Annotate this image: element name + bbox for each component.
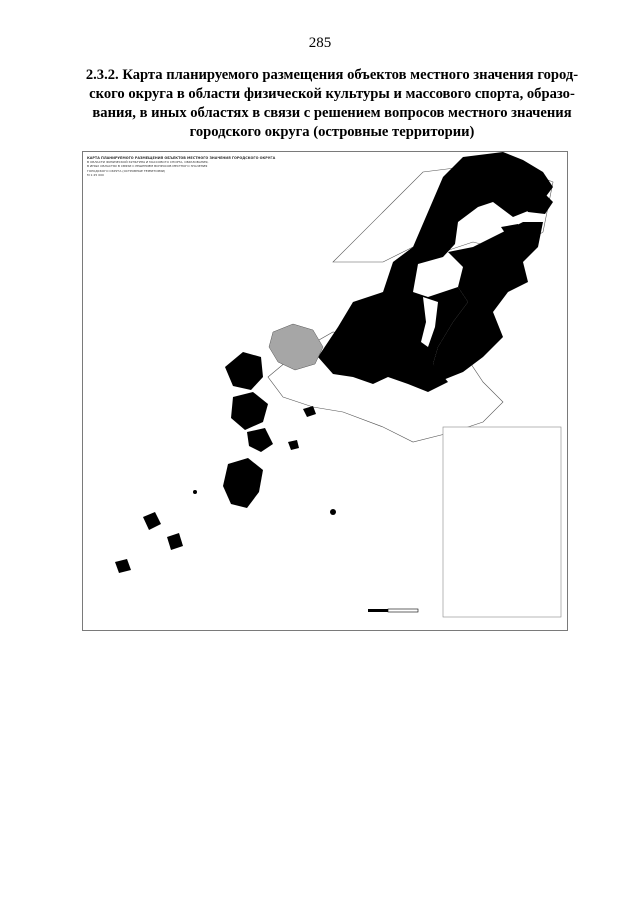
scale-bar bbox=[368, 609, 418, 612]
west-island-3 bbox=[247, 428, 273, 452]
islet-5 bbox=[288, 440, 299, 450]
south-island bbox=[223, 458, 263, 508]
west-island-2 bbox=[231, 392, 268, 430]
scale-bar-white bbox=[388, 609, 418, 612]
map-header-line-3: В ИНЫХ ОБЛАСТЯХ В СВЯЗИ С РЕШЕНИЕМ ВОПРОСОВ МЕСТНОГО ЗНАЧЕНИЯ bbox=[87, 164, 208, 169]
map-legend bbox=[443, 427, 561, 617]
page-number: 285 bbox=[308, 35, 332, 51]
islet-2 bbox=[167, 533, 183, 550]
scale-bar-black bbox=[368, 609, 388, 612]
map-header-line-5: М 1:25 000 bbox=[87, 172, 104, 177]
section-heading bbox=[72, 66, 592, 142]
map-header-line-2: В ОБЛАСТИ ФИЗИЧЕСКОЙ КУЛЬТУРЫ И МАССОВОГО СПОРТА, ОБРАЗОВАНИЯ, bbox=[87, 160, 209, 165]
legend-frame bbox=[443, 427, 561, 617]
heading-line-4: городского округа (островные территории) bbox=[189, 124, 475, 140]
west-island-1 bbox=[225, 352, 263, 390]
islet-1 bbox=[143, 512, 161, 530]
urban-built-area bbox=[269, 324, 323, 370]
heading-line-3: вания, в иных областях в связи с решением вопросов местного значения bbox=[92, 105, 572, 121]
islet-6 bbox=[330, 509, 336, 515]
map-drawing bbox=[83, 152, 567, 630]
islet-4 bbox=[303, 406, 316, 417]
map-header-line-4: ГОРОДСКОГО ОКРУГА (ОСТРОВНЫЕ ТЕРРИТОРИИ) bbox=[87, 168, 166, 173]
heading-line-2: ского округа в области физической культуры и массового спорта, образо- bbox=[89, 86, 575, 102]
map-header-line-1: КАРТА ПЛАНИРУЕМОГО РАЗМЕЩЕНИЯ ОБЪЕКТОВ МЕСТНОГО ЗНАЧЕНИЯ ГОРОДСКОГО ОКРУГА bbox=[87, 156, 276, 160]
heading-line-1: 2.3.2. Карта планируемого размещения объектов местного значения город- bbox=[85, 67, 579, 83]
map-header bbox=[87, 156, 327, 177]
islet-7 bbox=[193, 490, 197, 494]
islet-3 bbox=[115, 559, 131, 573]
island-map bbox=[82, 151, 568, 631]
